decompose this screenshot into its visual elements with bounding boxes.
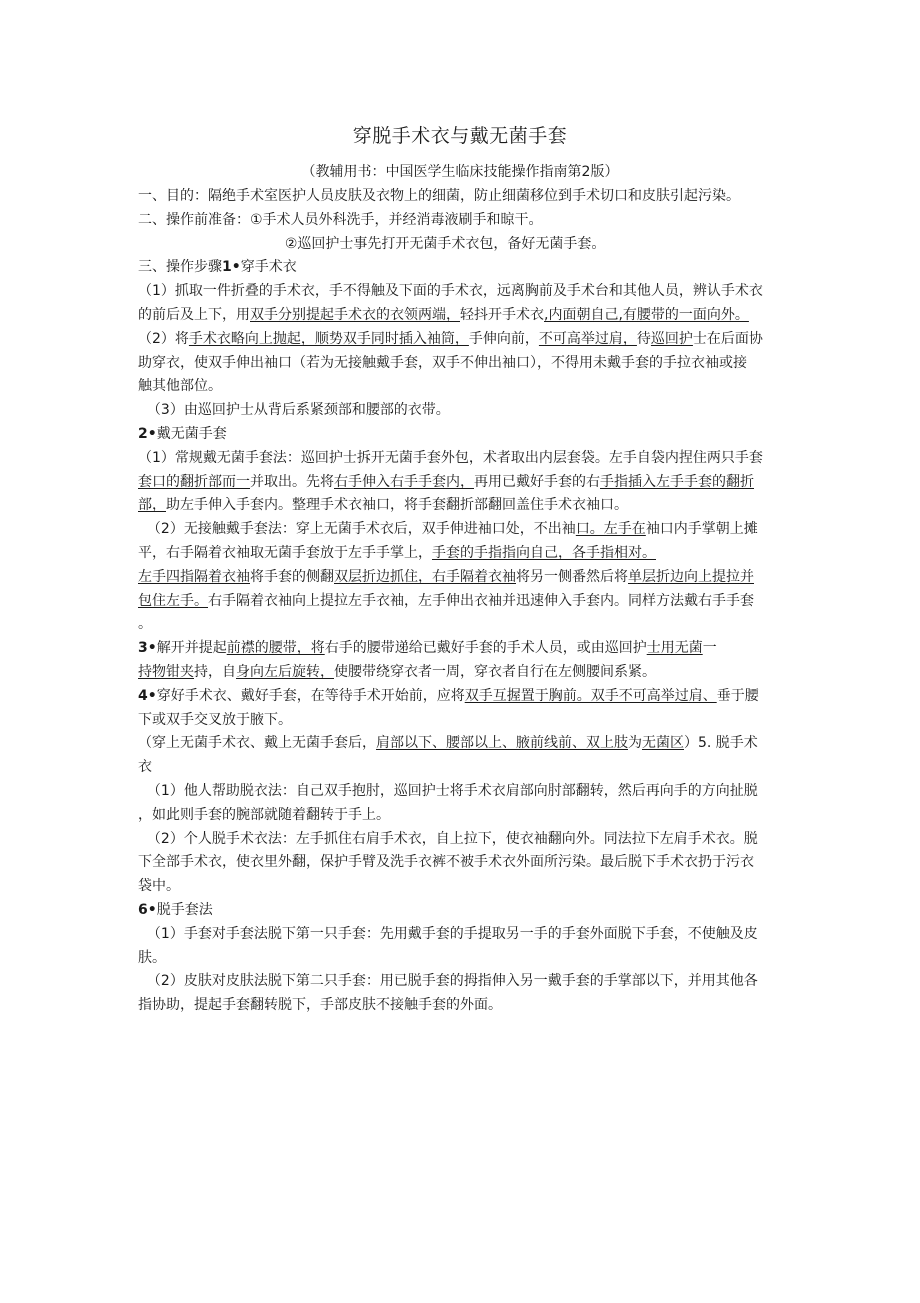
text-segment: 右手隔着衣袖向上提拉左手衣袖，左手伸出衣袖并迅速伸入手套内。同样方法戴右手手套 bbox=[208, 592, 754, 609]
underlined-text: 口。左手在 bbox=[575, 521, 646, 538]
underlined-text: 双层折边抓住，右手隔着衣袖 bbox=[334, 568, 516, 585]
text-line bbox=[138, 875, 786, 899]
text-segment: （3）由巡回护士从背后系紧颈部和腰部的衣带。 bbox=[138, 402, 450, 419]
text-segment: 助左手伸入手套内。整理手术衣袖口，将手套翻折部翻回盖住手术衣袖口。 bbox=[166, 497, 628, 514]
text-line bbox=[138, 233, 786, 257]
text-line bbox=[138, 590, 786, 614]
underlined-text: 右手伸入右手手套内， bbox=[334, 473, 474, 490]
underlined-text: 手指插入左手手套的翻折 bbox=[600, 473, 754, 490]
text-line bbox=[138, 804, 786, 828]
underlined-text: 前襟的腰带，将 bbox=[226, 640, 325, 657]
text-line bbox=[138, 851, 786, 875]
underlined-text: 肩部以下、腰部以上、腋前线前、双上肢 bbox=[376, 735, 628, 752]
text-segment: 待 bbox=[636, 330, 651, 347]
text-line bbox=[138, 518, 786, 542]
underlined-text: 无菌区 bbox=[642, 735, 684, 752]
text-segment: 指协助，提起手套翻转脱下，手部皮肤不接触手套的外面。 bbox=[138, 997, 502, 1014]
text-line bbox=[138, 256, 786, 280]
document-subtitle: （教辅用书：中国医学生临床技能操作指南第2版） bbox=[301, 164, 619, 180]
text-segment: （2）个人脱手术衣法：左手抓住右肩手术衣，自上拉下，使衣袖翻向外。同法拉下左肩手术衣。脱 bbox=[138, 830, 758, 847]
text-segment: 。 bbox=[138, 616, 152, 633]
text-line bbox=[138, 352, 786, 376]
text-segment: （2）无接触戴手套法：穿上无菌手术衣后，双手伸进袖口处，不出袖 bbox=[138, 521, 576, 538]
text-segment: （穿上无菌手术衣、戴上无菌手套后， bbox=[138, 735, 376, 752]
text-line bbox=[138, 780, 786, 804]
text-segment: ，如此则手套的腕部就随着翻转于手上。 bbox=[138, 806, 390, 823]
text-segment: 一 bbox=[702, 640, 717, 657]
underlined-text: 不可高举过肩， bbox=[538, 330, 637, 347]
underlined-text: 手术衣略向上抛起，顺势双手同时插入袖筒， bbox=[188, 330, 469, 347]
text-segment: ）5. 脱手术 bbox=[684, 735, 758, 752]
text-segment: 再用已戴好手套的右 bbox=[474, 473, 600, 490]
text-segment: 士在后面协 bbox=[692, 330, 763, 347]
text-line bbox=[138, 280, 786, 304]
text-segment: （1）手套对手套法脱下第一只手套：先用戴手套的手提取另一手的手套外面脱下手套，不使触及皮 bbox=[138, 925, 758, 942]
underlined-text: ,内面朝自己,有腰带的一面向外。 bbox=[544, 306, 749, 323]
text-line bbox=[138, 923, 786, 947]
text-line bbox=[138, 304, 786, 328]
text-segment: 触其他部位。 bbox=[138, 378, 222, 395]
text-segment: 右手的腰带递给已戴好手套的手术人员，或由巡回护 bbox=[324, 640, 647, 657]
text-segment: 3• bbox=[138, 640, 157, 657]
text-segment: （1）他人帮助脱衣法：自己双手抱肘，巡回护士将手术衣肩部向肘部翻转，然后再向手的方向扯脱 bbox=[138, 782, 758, 799]
text-segment: 袖口内手掌朝上摊 bbox=[645, 521, 758, 538]
text-line bbox=[138, 471, 786, 495]
underlined-text: 手套的手指指向自己，各手指相对。 bbox=[432, 544, 656, 561]
text-line bbox=[138, 709, 786, 733]
text-segment: 一、目的：隔绝手术室医护人员皮肤及衣物上的细菌，防止细菌移位到手术切口和皮肤引起污染。 bbox=[138, 188, 740, 204]
text-line bbox=[138, 423, 786, 447]
underlined-text: 士用无菌 bbox=[646, 640, 703, 657]
text-segment: 使腰带绕穿衣者一周，穿衣者自行在左侧腰间系紧。 bbox=[334, 663, 656, 680]
underlined-text: 部， bbox=[138, 497, 166, 514]
text-segment: 下或双手交叉放于腋下。 bbox=[138, 711, 292, 728]
text-segment: 肤。 bbox=[138, 949, 166, 966]
text-segment: 并取出。先将 bbox=[250, 473, 334, 490]
text-line bbox=[138, 899, 786, 923]
text-segment: 解开并提起 bbox=[156, 640, 227, 657]
text-line bbox=[138, 613, 786, 637]
text-line bbox=[138, 661, 786, 685]
text-line bbox=[138, 566, 786, 590]
text-segment: （1）常规戴无菌手套法：巡回护士拆开无菌手套外包，术者取出内层套袋。左手自袋内捏住两只手套 bbox=[138, 449, 763, 466]
text-segment: 轻抖开手术衣 bbox=[460, 306, 544, 323]
text-segment: 袋中。 bbox=[138, 878, 180, 895]
underlined-text: 身向左后旋转， bbox=[236, 663, 334, 680]
text-segment: 1• bbox=[222, 259, 241, 276]
text-segment: 2• bbox=[138, 425, 157, 442]
text-segment: 二、操作前准备：①手术人员外科洗手，并经消毒液刷手和晾干。 bbox=[138, 211, 543, 228]
text-segment: 垂于腰 bbox=[716, 687, 759, 704]
text-line bbox=[138, 970, 786, 994]
text-line bbox=[138, 637, 786, 661]
underlined-text: 包住左手。 bbox=[138, 592, 208, 609]
text-line bbox=[138, 542, 786, 566]
text-line bbox=[138, 732, 786, 756]
underlined-text: 双手分别提起手术衣的衣领两端， bbox=[250, 306, 460, 323]
text-segment: 为 bbox=[628, 735, 642, 752]
text-segment: （2）皮肤对皮肤法脱下第二只手套：用已脱手套的拇指伸入另一戴手套的手掌部以下，并用其他各 bbox=[138, 973, 758, 990]
underlined-text: 巡回护 bbox=[650, 330, 693, 347]
text-segment: 的前后及上下，用 bbox=[138, 306, 250, 323]
text-line bbox=[138, 399, 786, 423]
underlined-text: 双手互握置于胸前。双手不可高举过肩、 bbox=[464, 687, 717, 704]
text-line bbox=[138, 185, 786, 209]
document-body bbox=[138, 185, 786, 1018]
text-segment: ②巡回护士事先打开无菌手术衣包，备好无菌手套。 bbox=[138, 235, 606, 252]
text-segment: 手伸向前， bbox=[468, 330, 539, 347]
text-segment: 脱手套法 bbox=[156, 901, 213, 918]
text-line bbox=[138, 994, 786, 1018]
text-segment: 三、操作步骤 bbox=[138, 259, 222, 276]
text-line bbox=[138, 447, 786, 471]
text-segment: 将手套的侧翻 bbox=[250, 568, 334, 585]
text-segment: 6• bbox=[138, 901, 157, 918]
underlined-text: 左手四指隔着衣袖 bbox=[138, 568, 250, 585]
text-line bbox=[138, 494, 786, 518]
text-line bbox=[138, 375, 786, 399]
text-segment: 穿手术衣 bbox=[240, 259, 297, 276]
text-segment: （1）抓取一件折叠的手术衣，手不得触及下面的手术衣，远离胸前及手术台和其他人员，辨认手术衣 bbox=[138, 283, 763, 300]
document-title: 穿脱手术衣与戴无菌手套 bbox=[352, 125, 568, 147]
text-line bbox=[138, 209, 786, 233]
underlined-text: 单层折边向上提拉并 bbox=[628, 568, 754, 585]
text-segment: 平，右手隔着衣袖取无菌手套放于左手手掌上， bbox=[138, 544, 432, 561]
text-segment: 4• bbox=[138, 687, 157, 704]
text-line bbox=[138, 828, 786, 852]
text-line bbox=[138, 756, 786, 780]
text-segment: 衣 bbox=[138, 759, 152, 776]
text-line bbox=[138, 685, 786, 709]
text-line bbox=[138, 328, 786, 352]
underlined-text: 套口的翻折部而一 bbox=[138, 473, 250, 490]
text-segment: 持，自 bbox=[194, 663, 236, 680]
text-segment: 将另一侧番然后将 bbox=[516, 568, 628, 585]
text-segment: 戴无菌手套 bbox=[156, 425, 227, 442]
text-segment: 助穿衣，使双手伸出袖口（若为无接触戴手套，双手不伸出袖口），不得用未戴手套的手拉衣袖或接 bbox=[138, 354, 747, 371]
text-segment: 穿好手术衣、戴好手套，在等待手术开始前，应将 bbox=[156, 687, 465, 704]
underlined-text: 持物钳夹 bbox=[138, 663, 194, 680]
text-line bbox=[138, 947, 786, 971]
text-segment: 下全部手术衣，使衣里外翻，保护手臂及洗手衣裤不被手术衣外面所污染。最后脱下手术衣扔于污衣 bbox=[138, 854, 754, 871]
text-segment: （2）将 bbox=[138, 330, 189, 347]
